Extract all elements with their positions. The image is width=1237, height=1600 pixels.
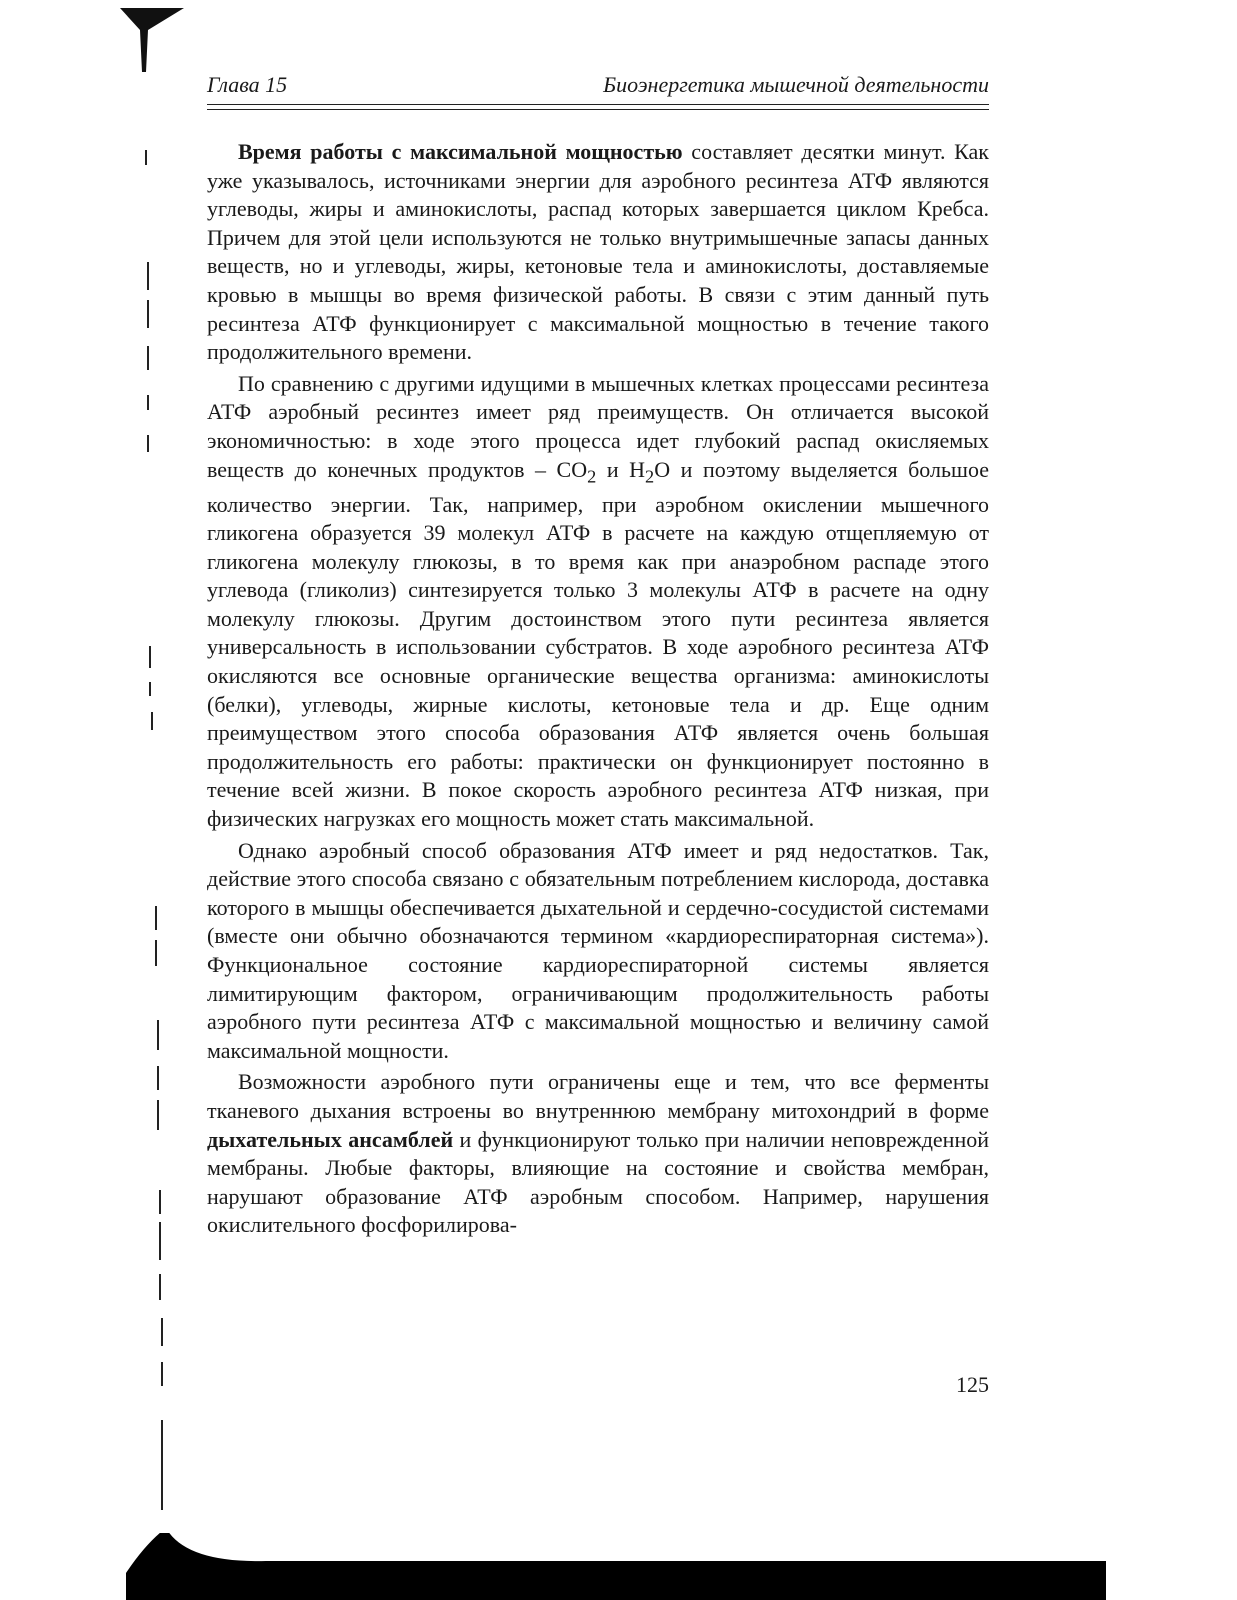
scan-spine-marks (0, 0, 200, 1600)
header-rule (207, 104, 989, 105)
subscript: 2 (645, 465, 655, 486)
body-text (207, 138, 989, 1243)
page-number: 125 (956, 1372, 989, 1397)
paragraph-2 (207, 370, 989, 834)
paragraph-text: По сравнению с другими идущими в мышечных клетках процессами ресинтеза АТФ аэробный ресинтез имеет ряд преимуществ. Он отличается высокой экономичностью: в ходе этого процесса идет глубокий распад окисляемых веществ до конечных продуктов – CO (207, 370, 989, 482)
paragraph-text: и H (596, 456, 646, 482)
subscript: 2 (587, 465, 597, 486)
scan-bottom-shadow (126, 1533, 1106, 1600)
page-header (207, 70, 989, 110)
bold-lead: Время работы с максимальной мощностью (238, 139, 683, 164)
paragraph-1 (207, 138, 989, 367)
running-title: Биоэнергетика мышечной деятельности (603, 72, 989, 97)
paragraph-text: Однако аэробный способ образования АТФ имеет и ряд недостатков. Так, действие этого способа связано с обязательным потреблением кислорода, доставка которого в мышцы обеспечивается дыхательной и сердечно-сосудистой системами (вместе они обычно обозначаются термином «кардиореспираторная система»). Функциональное состояние кардиореспираторной системы является лимитирующим фактором, ограничивающим продолжительность работы аэробного пути ресинтеза АТФ с максимальной мощностью и величину самой максимальной мощности. (207, 837, 989, 1063)
paragraph-text: O и поэтому выделяется большое количество энергии. Так, например, при аэробном окислении мышечного гликогена образуется 39 молекул АТФ в расчете на каждую отщепляемую от гликогена молекулу глюкозы, в то время как при анаэробном распаде этого углевода (гликолиз) синтезируется только 3 молекулы АТФ в расчете на одну молекулу глюкозы. Другим достоинством этого пути ресинтеза является универсальность в использовании субстратов. В ходе аэробного ресинтеза АТФ окисляются все основные органические вещества организма: аминокислоты (белки), углеводы, жирные кислоты, кетоновые тела и др. Еще одним преимуществом этого способа образования АТФ является очень большая продолжительность его работы: практически он функционирует постоянно в течение всей жизни. В покое скорость аэробного ресинтеза АТФ низкая, при физических нагрузках его мощность может стать максимальной. (207, 456, 989, 832)
header-rule-thin (207, 109, 989, 110)
paragraph-3 (207, 837, 989, 1066)
paragraph-text: и функционируют только при наличии неповрежденной мембраны. Любые факторы, влияющие на состояние и свойства мембран, нарушают образование АТФ аэробным способом. Например, нарушения окислительного фосфорилирова- (207, 1126, 989, 1238)
paragraph-text: составляет десятки минут. Как уже указывалось, источниками энергии для аэробного ресинтеза АТФ являются углеводы, жиры и аминокислоты, распад которых завершается циклом Кребса. Причем для этой цели используются не только внутримышечные запасы данных веществ, но и углеводы, жиры, кетоновые тела и аминокислоты, доставляемые кровью в мышцы во время физической работы. В связи с этим данный путь ресинтеза АТФ функционирует с максимальной мощностью в течение такого продолжительного времени. (207, 139, 989, 365)
paragraph-4 (207, 1068, 989, 1240)
bold-term: дыхательных ансамблей (207, 1126, 454, 1152)
paragraph-text: Возможности аэробного пути ограничены еще и тем, что все ферменты тканевого дыхания встроены во внутреннюю мембрану митохондрий в форме (207, 1069, 989, 1123)
chapter-label: Глава 15 (207, 72, 288, 97)
